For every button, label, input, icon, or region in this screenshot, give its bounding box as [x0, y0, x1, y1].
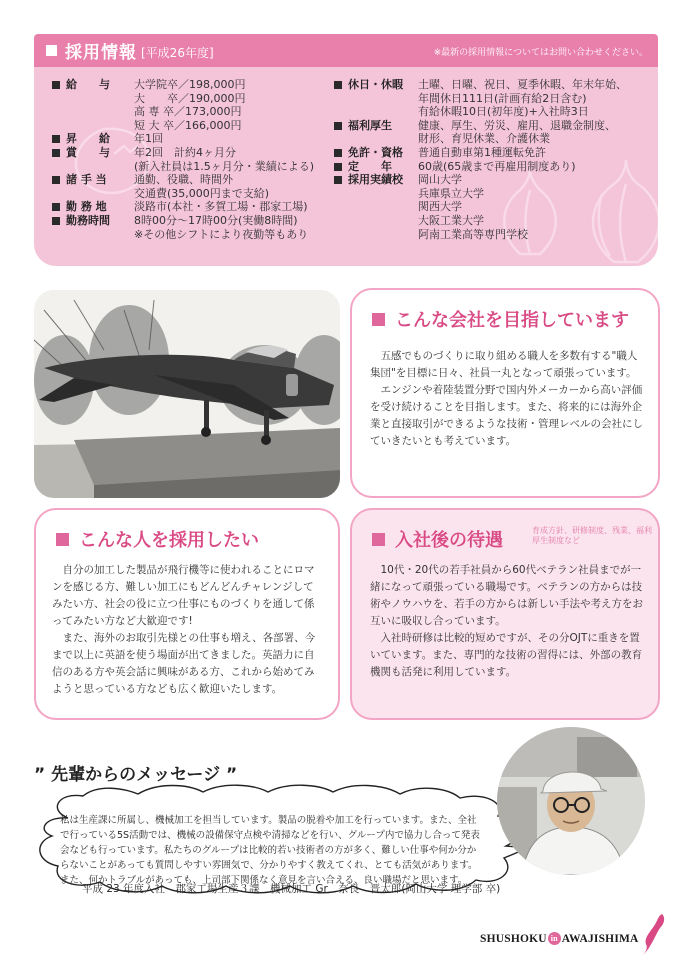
- company-vision-card: [350, 288, 660, 498]
- recruitment-year: [平成26年度]: [141, 45, 214, 60]
- company-vision-title-text: こんな会社を目指しています: [395, 310, 629, 331]
- info-row-hours: [52, 214, 314, 241]
- info-row-welfare: [334, 119, 627, 146]
- senior-message-signature: 平成 23 年度入社 郡家工場生産３課 機械加工 Gr 奈良 晋太郎(岡山大学 理学部 卒): [82, 883, 501, 895]
- wanted-people-title: [56, 526, 259, 552]
- body-paragraph: エンジンや着陸装置分野で国内外メーカーから高い評価を受け続けることを目指します。また、将来的には海外企業と直接取引ができるような技術・管理レベルの会社にしていきたいとも考えています。: [370, 384, 643, 447]
- info-label: 定 年: [348, 159, 392, 173]
- employee-portrait-illustration: [497, 727, 645, 875]
- info-value: ※その他シフトにより夜勤等もあり: [134, 227, 309, 241]
- recruitment-note: ※最新の採用情報についてはお問い合わせください。: [433, 48, 648, 58]
- info-value: 年間休日111日(計画有給2日含む): [418, 91, 587, 105]
- body-paragraph: 10代・20代の若手社員から60代ベテラン社員までが一緒になって頑張っている職場です。ベテランの方からは技術やノウハウを、若手の方からは新しい手法や考え方をお互いに吸収し合っています。: [370, 564, 643, 627]
- jet-aircraft-photo: [34, 290, 340, 498]
- senior-message-title: ” 先輩からのメッセージ ”: [34, 765, 238, 785]
- square-bullet-icon: [334, 163, 342, 171]
- square-bullet-icon: [52, 217, 60, 225]
- info-value: 関西大学: [418, 200, 462, 214]
- square-bullet-icon: [334, 122, 342, 130]
- benefits-card: [350, 508, 660, 720]
- info-value: (新入社員は1.5ヶ月分・業績による): [134, 159, 315, 173]
- info-value: 大 卒／190,000円: [134, 91, 246, 105]
- info-label: 勤 務 地: [66, 200, 107, 214]
- info-value: 土曜、日曜、祝日、夏季休暇、年末年始、: [418, 78, 627, 91]
- info-label: 採用実績校: [348, 173, 403, 187]
- info-value: 普通自動車第1種運転免許: [418, 145, 546, 159]
- info-row-allowances: [52, 173, 314, 200]
- square-bullet-icon: [334, 81, 342, 89]
- info-row-retirement: [334, 160, 627, 174]
- senior-message-text: 私は生産課に所属し、機械加工を担当しています。製品の脱着や加工を行っています。また、全社で行っている5S活動では、機械の設備保守点検や清掃などを行い、グループ内で協力し合って発表会なども行っています。私たちのグループは比較的若い技術者の方が多く、難しい仕事や何か分からないことがあっても質問しやすい雰囲気で、分かりやすく教えてくれ、とても活気があります。また、何かトラブルがあっても、上司部下関係なく意見を言い合える、良い職場だと思います。: [60, 815, 480, 886]
- wanted-people-card: [34, 508, 340, 720]
- info-label: 福利厚生: [348, 118, 392, 132]
- info-value: 大阪工業大学: [418, 213, 484, 227]
- info-row-license: [334, 146, 627, 160]
- info-value: 財形、育児休業、介護休業: [418, 132, 550, 146]
- info-row-location: [52, 200, 314, 214]
- recruitment-left-list: [52, 78, 314, 241]
- footer-brand-logo: [480, 932, 639, 945]
- square-bullet-icon: [52, 149, 60, 157]
- square-bullet-icon: [372, 313, 385, 326]
- body-paragraph: 入社時研修は比較的短めですが、その分OJTに重きを置いています。また、専門的な技術の習得には、外部の教育機関も活発に利用しています。: [370, 632, 643, 678]
- benefits-title-text: 入社後の待遇: [395, 530, 503, 551]
- info-value: 60歳(65歳まで再雇用制度あり): [418, 159, 576, 173]
- square-bullet-icon: [52, 203, 60, 211]
- info-value: 大学院卒／198,000円: [134, 78, 246, 91]
- benefits-subtitle: 育成方針、研修制度、残業、福利厚生制度など: [532, 526, 652, 545]
- info-value: 岡山大学: [418, 173, 462, 187]
- square-bullet-icon: [372, 533, 385, 546]
- square-bullet-icon: [52, 176, 60, 184]
- square-bullet-icon: [56, 533, 69, 546]
- info-value: 健康、厚生、労災、雇用、退職金制度、: [418, 118, 616, 132]
- company-vision-title: [372, 306, 629, 332]
- info-value: 短 大 卒／166,000円: [134, 118, 242, 132]
- employee-portrait-photo: [497, 727, 645, 875]
- info-label: 勤務時間: [66, 213, 110, 227]
- info-label: 給 与: [66, 78, 110, 91]
- info-value: 通勤、役職、時間外: [134, 173, 233, 187]
- wanted-people-body: [52, 562, 324, 698]
- body-paragraph: また、海外のお取引先様との仕事も増え、各部署、今まで以上に英語を使う場面が出てきました。英語力に自信のある方や英会話に興味がある方、これから始めてみようと思っている方なども広く歓迎いたします。: [52, 632, 316, 695]
- info-value: 兵庫県立大学: [418, 186, 484, 200]
- square-bullet-icon: [52, 81, 60, 89]
- info-value: 年2回 計約4ヶ月分: [134, 145, 236, 159]
- info-row-holidays: [334, 78, 627, 119]
- info-value: 8時00分～17時00分(実働8時間): [134, 213, 298, 227]
- info-row-schools: [334, 173, 627, 241]
- footer-brand-right: AWAJISHIMA: [561, 933, 639, 945]
- info-label: 休日・休暇: [348, 78, 403, 91]
- info-value: 交通費(35,000円まで支給): [134, 186, 270, 200]
- body-paragraph: 自分の加工した製品が飛行機等に使われることにロマンを感じる方、難しい加工にもどんどんチャレンジしてみたい方、社会の役に立つ仕事にものづくりを通して係ってみたい方など大歓迎です!: [52, 564, 315, 627]
- footer-brand-in: in: [548, 932, 561, 945]
- info-value: 淡路市(本社・多賀工場・郡家工場): [134, 200, 308, 214]
- benefits-title: [372, 526, 503, 552]
- awaji-island-icon: [640, 912, 670, 958]
- info-value: 阿南工業高等専門学校: [418, 227, 528, 241]
- recruitment-title: 採用情報: [65, 43, 137, 63]
- info-row-bonus: [52, 146, 314, 173]
- recruitment-info-panel: [34, 34, 658, 266]
- square-bullet-icon: [334, 176, 342, 184]
- info-label: 昇 給: [66, 132, 110, 146]
- square-bullet-icon: [52, 135, 60, 143]
- body-paragraph: 五感でものづくりに取り組める職人を多数有する"職人集団"を目標に日々、社員一丸となって頑張っています。: [370, 350, 638, 379]
- info-row-salary: [52, 78, 314, 132]
- info-value: 高 専 卒／173,000円: [134, 105, 242, 119]
- info-label: 諸 手 当: [66, 173, 107, 187]
- info-label: 免許・資格: [348, 145, 403, 159]
- square-bullet-icon: [334, 149, 342, 157]
- footer-brand-left: SHUSHOKU: [480, 933, 547, 945]
- info-row-raise: [52, 132, 314, 146]
- company-vision-body: [370, 348, 646, 450]
- info-value: 有給休暇10日(初年度)+入社時3日: [418, 105, 589, 119]
- jet-aircraft-illustration: [34, 290, 340, 498]
- recruitment-right-list: [334, 78, 627, 241]
- wanted-people-title-text: こんな人を採用したい: [79, 530, 259, 551]
- info-label: 賞 与: [66, 145, 110, 159]
- info-value: 年1回: [134, 132, 163, 146]
- benefits-body: [370, 562, 646, 681]
